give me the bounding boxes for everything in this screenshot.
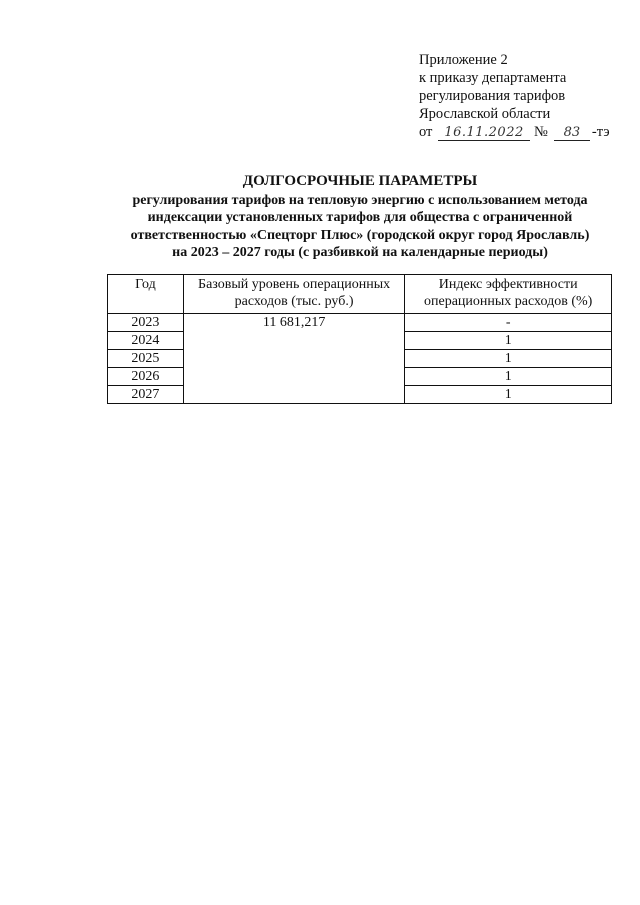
handwritten-number: 83 [554,125,590,141]
subtitle-line: ответственностью «Спецторг Плюс» (городской округ город Ярославль) [130,227,590,243]
year-cell: 2025 [108,350,184,368]
appendix-title: Приложение 2 [419,52,508,68]
number-suffix: -тэ [591,124,610,140]
header-base-level: Базовый уровень операционных расходов (тыс. руб.) [183,275,405,314]
table-row [108,314,612,332]
index-cell: - [405,314,612,332]
index-cell: 1 [405,332,612,350]
appendix-date-number-line [419,123,610,141]
index-cell: 1 [405,368,612,386]
index-cell: 1 [405,386,612,404]
table-header-row [108,275,612,314]
document-title: ДОЛГОСРОЧНЫЕ ПАРАМЕТРЫ [242,173,478,189]
appendix-block [419,51,610,141]
handwritten-date: 16.11.2022 [438,125,530,141]
header-efficiency-index: Индекс эффективности операционных расходов (%) [405,275,612,314]
appendix-order-line: к приказу департамента [419,70,567,86]
header-year: Год [108,275,184,314]
from-label: от [419,124,433,140]
base-level-cell: 11 681,217 [183,314,405,404]
subtitle-line: индексации установленных тарифов для общества с ограниченной [147,210,573,225]
year-cell: 2026 [108,368,184,386]
document-heading [80,173,640,262]
subtitle-line: регулирования тарифов на тепловую энергию с использованием метода [132,192,588,208]
appendix-region-line: Ярославской области [419,106,551,122]
parameters-table [107,274,612,404]
index-cell: 1 [405,350,612,368]
appendix-department-line: регулирования тарифов [419,88,566,104]
year-cell: 2023 [108,314,184,332]
number-label: № [534,124,548,140]
year-cell: 2027 [108,386,184,404]
subtitle-line: на 2023 – 2027 годы (с разбивкой на календарные периоды) [172,245,548,260]
year-cell: 2024 [108,332,184,350]
